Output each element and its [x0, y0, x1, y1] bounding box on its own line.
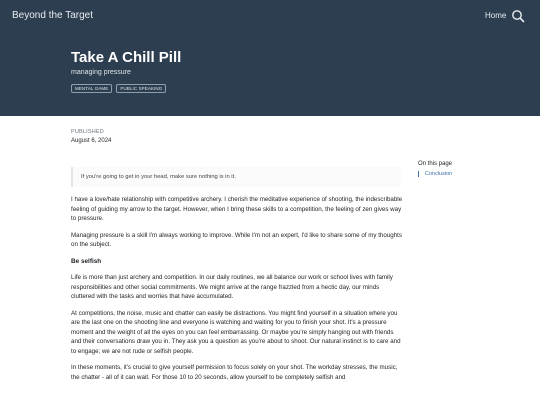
page-subtitle: managing pressure: [71, 69, 131, 76]
page-title: Take A Chill Pill: [71, 49, 182, 66]
site-title-link[interactable]: Beyond the Target: [12, 10, 93, 21]
paragraph: Managing pressure is a skill I'm always working to improve. While I'm not an expert, I'd like to share some of my thoughts on the subject.: [71, 231, 402, 248]
search-icon: [511, 9, 525, 23]
hero-banner: [0, 0, 540, 116]
callout-quote: [71, 167, 401, 187]
table-of-contents: [418, 161, 528, 177]
paragraph: Life is more than just archery and competition. In our daily routines, we all balance our work or school lives with family responsibilities and other social commitments. We might arrive at the range frazzled from a hectic day, our minds cluttered with the tasks and worries that have accumulated.: [71, 274, 393, 300]
paragraph: I have a love/hate relationship with competitive archery. I cherish the meditative experience of shooting, the indescribable feeling of guiding my arrow to the target. However, when I bring these skills to a competition, the feeling of zen gives way to pressure.: [71, 196, 403, 222]
published-date: August 6, 2024: [71, 138, 112, 144]
search-button[interactable]: [511, 9, 525, 23]
paragraph: At competitions, the noise, music and chatter can easily be distractions. You might find yourself in a situation where you are the last one on the shooting line and everyone is watching and waiting for you to finish your shot. It's a pressure moment and the weight of all the eyes on you can feel embarrassing. Or maybe you're simply hanging out with friends and their conversations draw you in. They ask you a question as you're about to shoot. Our natural instinct is to care and to engage; we are not rude or selfish people.: [71, 309, 401, 355]
section-heading-be-selfish: Be selfish: [71, 257, 102, 265]
nav-home-link[interactable]: Home: [485, 11, 507, 20]
category-public-speaking[interactable]: PUBLIC SPEAKING: [116, 84, 166, 93]
toc-item-conclusion[interactable]: Conclusion: [418, 171, 528, 177]
callout-text: If you're going to get in your head, make sure nothing is in it.: [81, 174, 236, 180]
category-mental-game[interactable]: MENTAL GAME: [71, 84, 112, 93]
article-body: [71, 195, 403, 389]
paragraph: In these moments, it's crucial to give yourself permission to focus solely on your shot. The workday stresses, the music, the chatter - all of it can wait. For those 10 to 20 seconds, allow yourself to be completely selfish and: [71, 364, 398, 381]
category-list: [71, 84, 166, 93]
published-label: PUBLISHED: [71, 129, 104, 135]
toc-title: On this page: [418, 161, 453, 167]
